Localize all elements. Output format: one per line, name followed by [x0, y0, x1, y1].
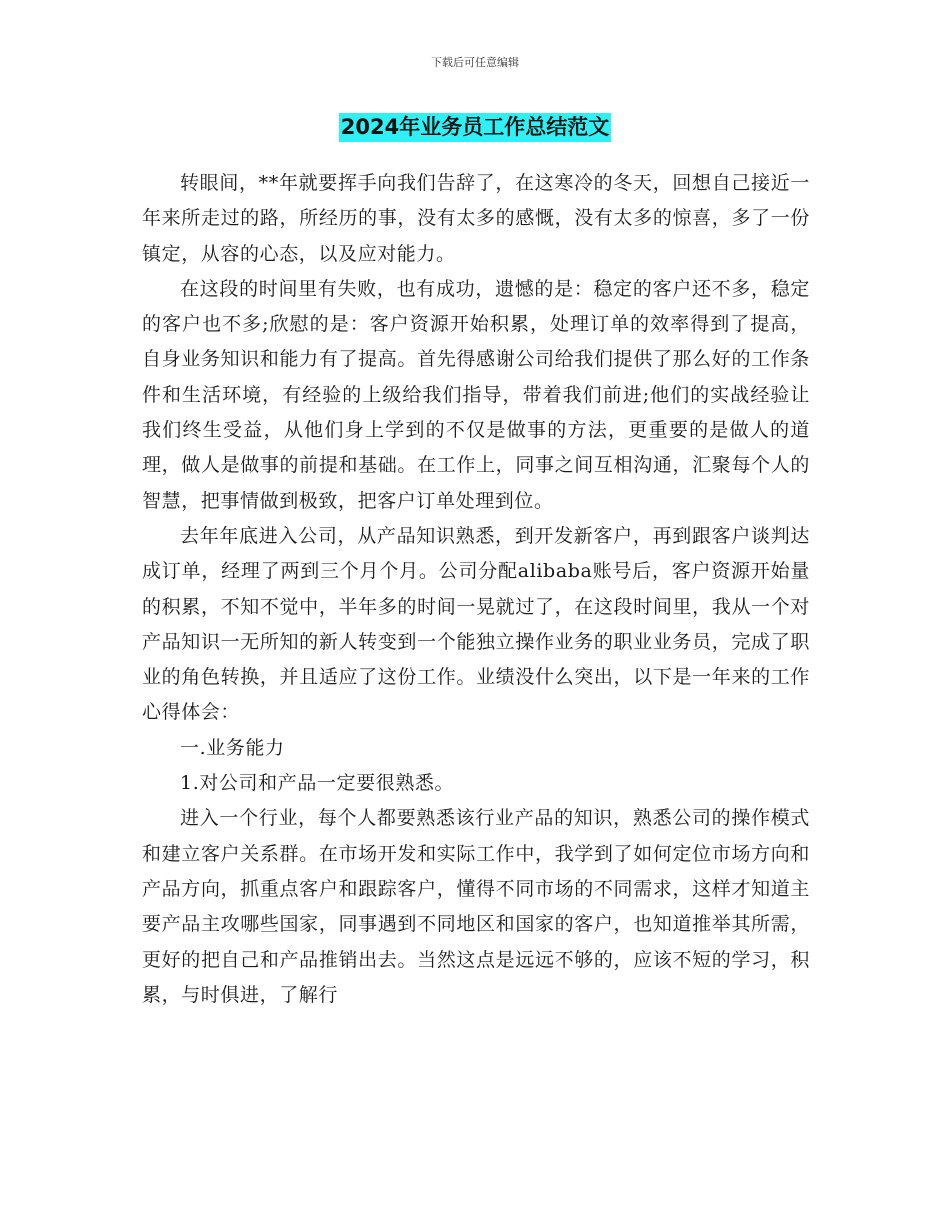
title-container	[0, 113, 950, 142]
subsection-heading: 1.对公司和产品一定要很熟悉。	[180, 772, 455, 795]
document-title: 2024年业务员工作总结范文	[339, 113, 611, 142]
paragraph: 在这段的时间里有失败，也有成功，遗憾的是：稳定的客户还不多，稳定的客户也不多;欣慰的是：客户资源开始积累，处理订单的效率得到了提高，自身业务知识和能力有了提高。首先得感谢公司给我们提供了那么好的工作条件和生活环境，有经验的上级给我们指导，带着我们前进;他们的实战经验让我们终生受益，从他们身上学到的不仅是做事的方法，更重要的是做人的道理，做人是做事的前提和基础。在工作上，同事之间互相沟通，汇聚每个人的智慧，把事情做到极致，把客户订单处理到位。	[142, 277, 810, 512]
paragraph: 进入一个行业，每个人都要熟悉该行业产品的知识，熟悉公司的操作模式和建立客户关系群。在市场开发和实际工作中，我学到了如何定位市场方向和产品方向，抓重点客户和跟踪客户，懂得不同市场的不同需求，这样才知道主要产品主攻哪些国家，同事遇到不同地区和国家的客户，也知道推举其所需，更好的把自己和产品推销出去。当然这点是远远不够的，应该不短的学习，积累，与时俱进，了解行	[142, 807, 810, 1006]
section-heading: 一.业务能力	[180, 736, 285, 759]
page-header-note: 下载后可任意编辑	[431, 56, 519, 69]
document-body	[142, 166, 810, 1013]
paragraph: 转眼间，**年就要挥手向我们告辞了，在这寒冷的冬天，回想自己接近一年来所走过的路，所经历的事，没有太多的感慨，没有太多的惊喜，多了一份镇定，从容的心态，以及应对能力。	[142, 172, 810, 265]
paragraph: 去年年底进入公司，从产品知识熟悉，到开发新客户，再到跟客户谈判达成订单，经理了两到三个月个月。公司分配alibaba账号后，客户资源开始量的积累，不知不觉中，半年多的时间一晃就过了，在这段时间里，我从一个对产品知识一无所知的新人转变到一个能独立操作业务的职业业务员，完成了职业的角色转换，并且适应了这份工作。业绩没什么突出，以下是一年来的工作心得体会：	[142, 524, 810, 724]
